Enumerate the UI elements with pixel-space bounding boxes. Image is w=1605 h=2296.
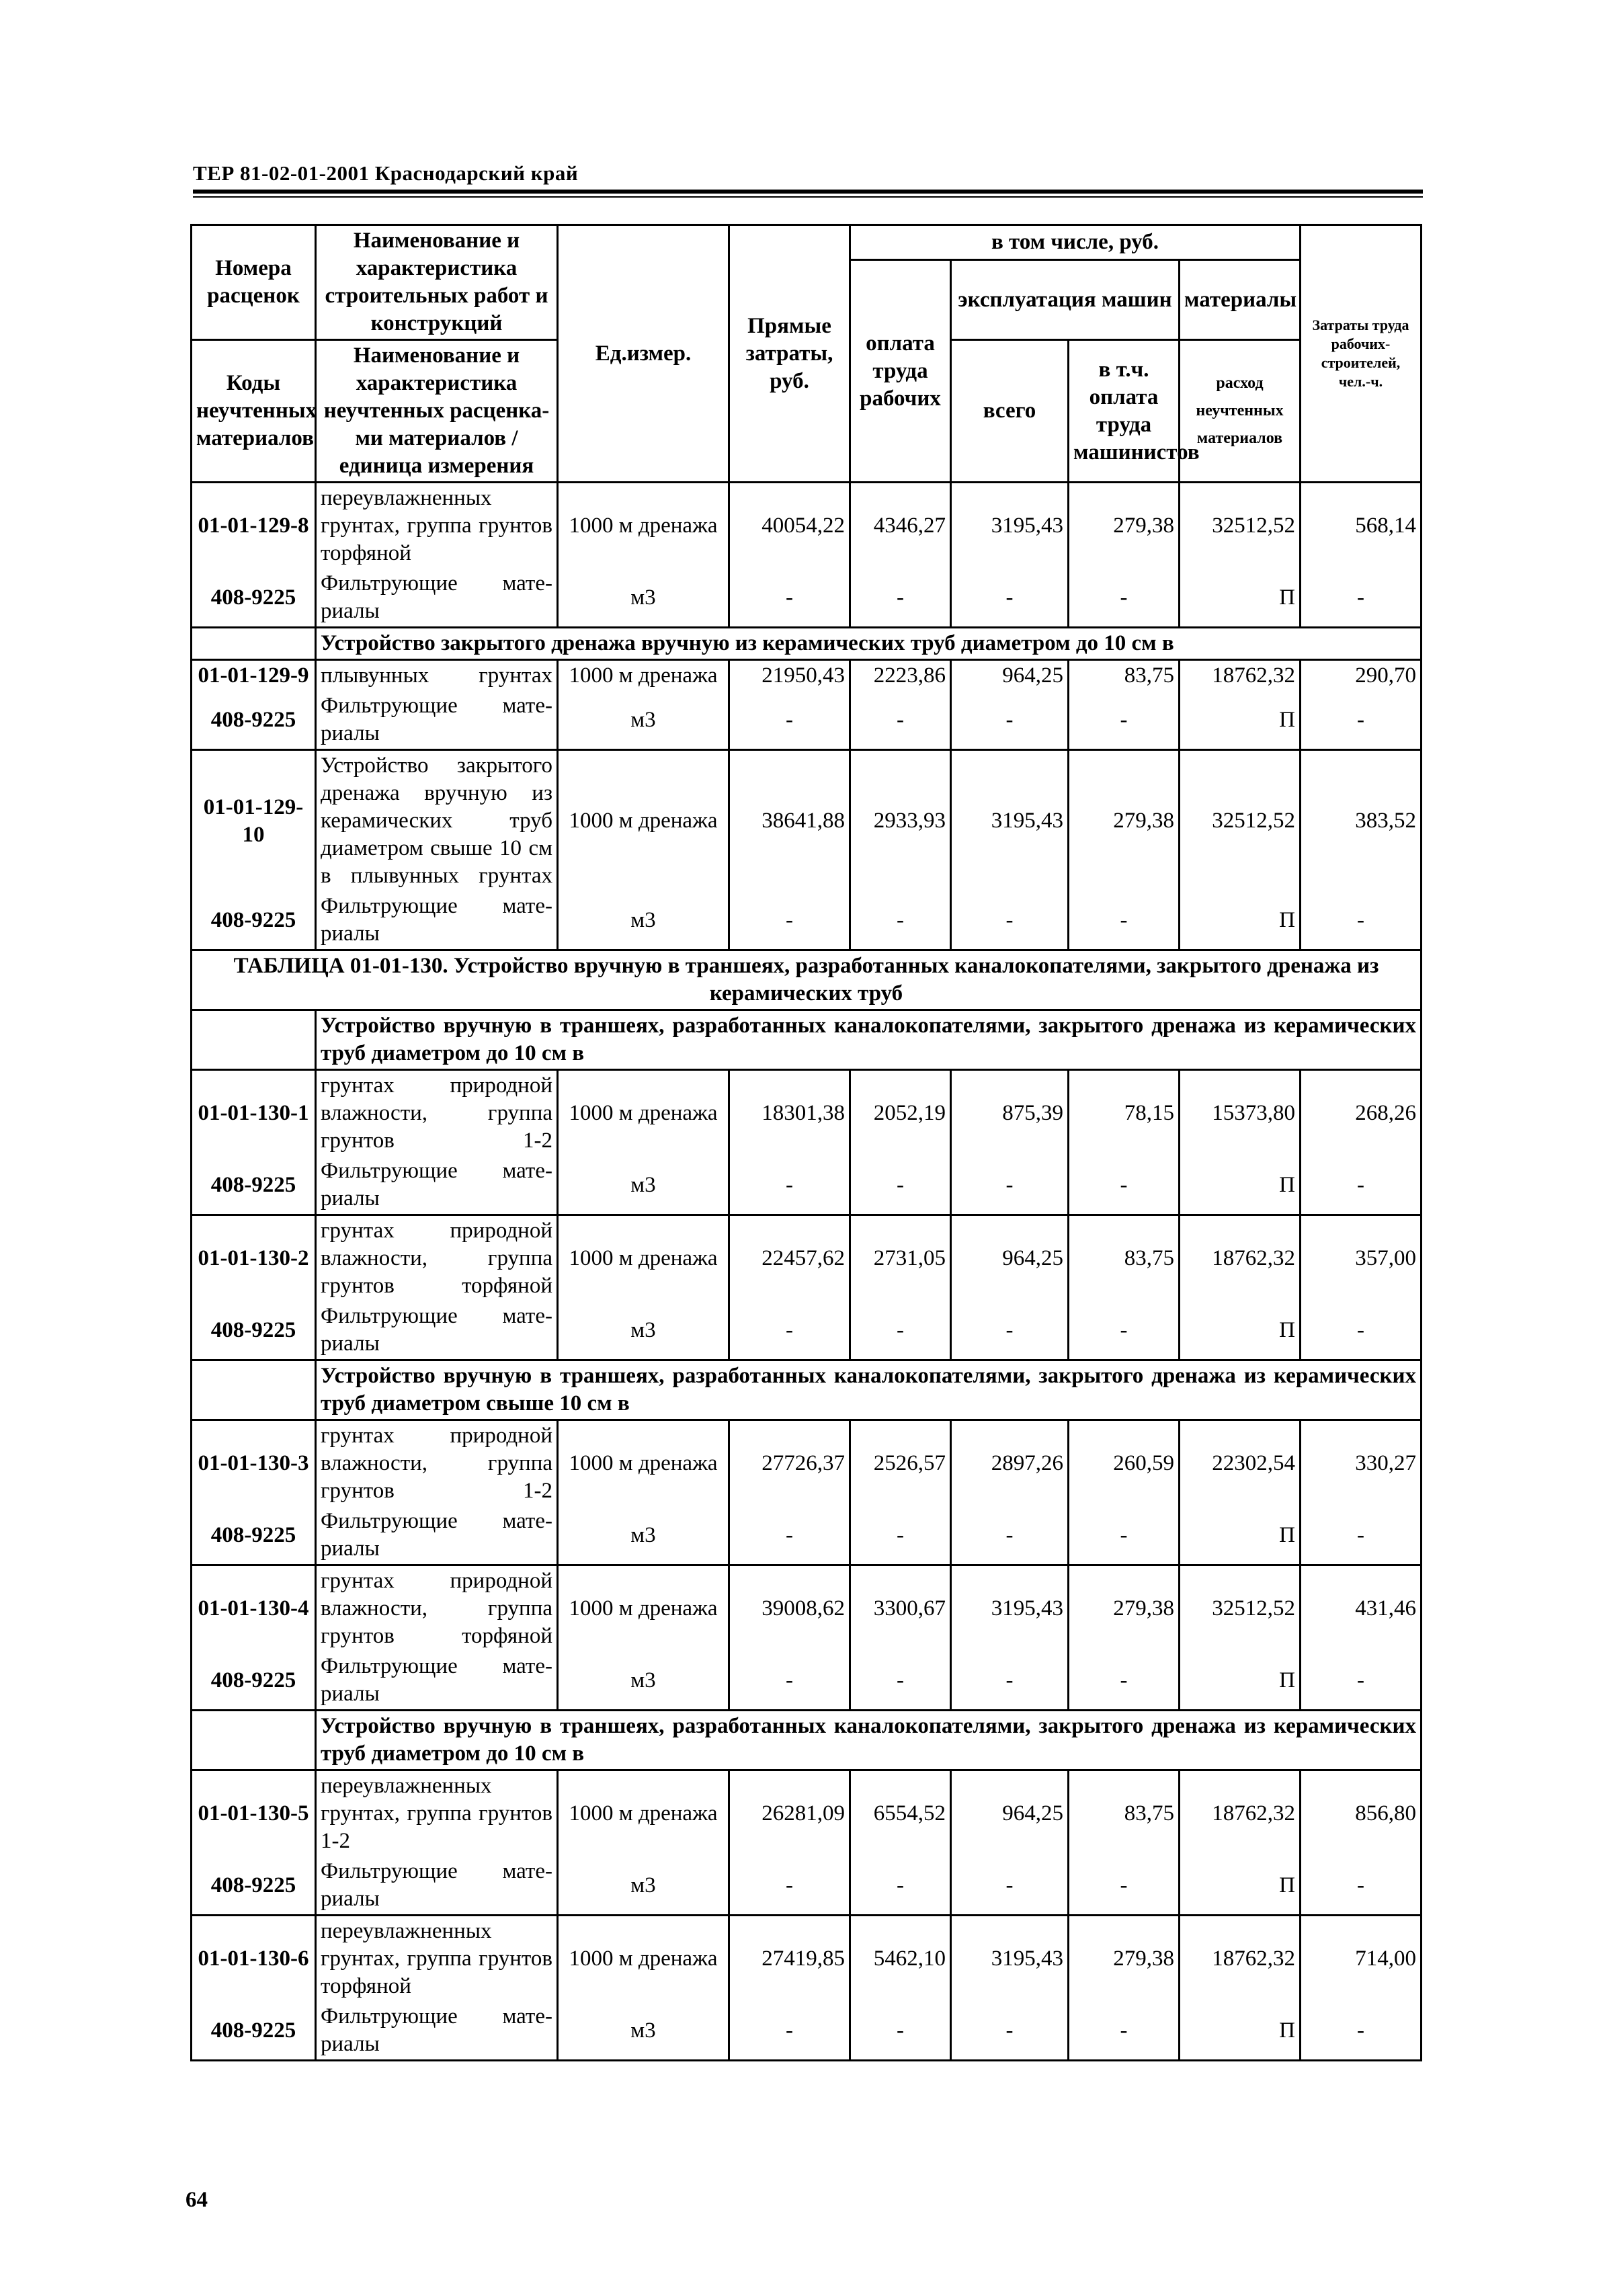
col-unit-header: Ед.измер.	[558, 225, 729, 483]
section-code-cell	[192, 1711, 316, 1770]
page-number: 64	[186, 2188, 208, 2212]
unit: 1000 м дренажа	[558, 1420, 729, 1507]
section-row	[192, 1360, 1422, 1420]
material-code: 408-9225	[192, 1651, 316, 1711]
wages: -	[850, 891, 951, 950]
unit: 1000 м дренажа	[558, 1565, 729, 1652]
machines-total: -	[951, 1156, 1069, 1215]
rate-code: 01-01-130-1	[192, 1070, 316, 1157]
labor-cost: -	[1301, 691, 1422, 750]
section-title: Устройство вручную в траншеях, разработанных каналокопателями, закрытого дренажа из керамических труб диаметром свыше 10 см в	[316, 1360, 1422, 1420]
rate-code: 01-01-130-3	[192, 1420, 316, 1507]
section-row	[192, 1711, 1422, 1770]
machines-total: 964,25	[951, 1215, 1069, 1302]
work-name: переувлажненных грунтах, группа грунтов торфяной	[316, 1916, 558, 2002]
col-materials-sub-header: расход неучтенных материалов	[1180, 340, 1301, 483]
machines-wages: -	[1069, 1856, 1180, 1916]
direct-cost: -	[729, 691, 850, 750]
wages: -	[850, 691, 951, 750]
work-name: плывунных грунтах	[316, 660, 558, 692]
direct-cost: -	[729, 1506, 850, 1565]
unit: м3	[558, 1856, 729, 1916]
rates-table	[190, 224, 1422, 2061]
col-wages-header: оплата труда рабочих	[850, 260, 951, 483]
machines-wages: -	[1069, 691, 1180, 750]
wages: 2731,05	[850, 1215, 951, 1302]
material-row	[192, 691, 1422, 750]
material-code: 408-9225	[192, 1506, 316, 1565]
machines-wages: -	[1069, 891, 1180, 950]
unit: 1000 м дренажа	[558, 1916, 729, 2002]
work-name: Фильтрующие мате-риалы	[316, 1301, 558, 1360]
wages: 3300,67	[850, 1565, 951, 1652]
work-name: Фильтрующие мате-риалы	[316, 1156, 558, 1215]
material-code: 408-9225	[192, 891, 316, 950]
materials: 15373,80	[1180, 1070, 1301, 1157]
material-row	[192, 891, 1422, 950]
machines-wages: -	[1069, 1506, 1180, 1565]
work-name: грунтах природной влажности, группа грунтов торфяной	[316, 1565, 558, 1652]
machines-wages: 83,75	[1069, 1770, 1180, 1857]
rate-code: 01-01-129-8	[192, 483, 316, 569]
labor-cost: -	[1301, 1651, 1422, 1711]
machines-wages: -	[1069, 1156, 1180, 1215]
materials: П	[1180, 1856, 1301, 1916]
document-header: ТЕР 81-02-01-2001 Краснодарский край	[193, 161, 579, 185]
work-name: Фильтрующие мате-риалы	[316, 891, 558, 950]
table-title: ТАБЛИЦА 01-01-130. Устройство вручную в траншеях, разработанных каналокопателями, закрытого дренажа из керамических труб	[192, 950, 1422, 1010]
rate-row	[192, 1070, 1422, 1157]
materials: П	[1180, 1301, 1301, 1360]
materials: 18762,32	[1180, 1916, 1301, 2002]
rate-row	[192, 660, 1422, 692]
unit: м3	[558, 1651, 729, 1711]
materials: 22302,54	[1180, 1420, 1301, 1507]
col-direct-header: Прямые затраты, руб.	[729, 225, 850, 483]
direct-cost: -	[729, 891, 850, 950]
work-name: Устройство закрытого дренажа вручную из керамических труб диаметром свыше 10 см в плывунных грунтах	[316, 750, 558, 892]
section-title: Устройство вручную в траншеях, разработанных каналокопателями, закрытого дренажа из керамических труб диаметром до 10 см в	[316, 1711, 1422, 1770]
materials: П	[1180, 1156, 1301, 1215]
labor-cost: 268,26	[1301, 1070, 1422, 1157]
material-row	[192, 1651, 1422, 1711]
machines-total: -	[951, 2002, 1069, 2061]
direct-cost: -	[729, 1301, 850, 1360]
rate-row	[192, 750, 1422, 892]
unit: 1000 м дренажа	[558, 660, 729, 692]
material-row	[192, 569, 1422, 628]
labor-cost: -	[1301, 1856, 1422, 1916]
machines-wages: 83,75	[1069, 1215, 1180, 1302]
direct-cost: 18301,38	[729, 1070, 850, 1157]
col-machines-wages-header: в т.ч. оплата труда машинистов	[1069, 340, 1180, 483]
wages: 2933,93	[850, 750, 951, 892]
work-name: Фильтрующие мате-риалы	[316, 1651, 558, 1711]
labor-cost: -	[1301, 1506, 1422, 1565]
materials: 32512,52	[1180, 750, 1301, 892]
wages: 6554,52	[850, 1770, 951, 1857]
machines-total: -	[951, 691, 1069, 750]
work-name: Фильтрующие мате-риалы	[316, 691, 558, 750]
wages: 4346,27	[850, 483, 951, 569]
labor-cost: 330,27	[1301, 1420, 1422, 1507]
col-labor-header: Затраты труда рабочих-строителей, чел.-ч.	[1301, 225, 1422, 483]
machines-total: 875,39	[951, 1070, 1069, 1157]
material-row	[192, 1301, 1422, 1360]
machines-wages: 279,38	[1069, 1565, 1180, 1652]
wages: -	[850, 2002, 951, 2061]
materials: П	[1180, 1651, 1301, 1711]
wages: 5462,10	[850, 1916, 951, 2002]
direct-cost: 39008,62	[729, 1565, 850, 1652]
rate-code: 01-01-130-2	[192, 1215, 316, 1302]
rate-row	[192, 1420, 1422, 1507]
col-number-header: Номера расценок	[192, 225, 316, 340]
work-name: Фильтрующие мате-риалы	[316, 1856, 558, 1916]
work-name: Фильтрующие мате-риалы	[316, 1506, 558, 1565]
rate-code: 01-01-130-6	[192, 1916, 316, 2002]
labor-cost: 714,00	[1301, 1916, 1422, 2002]
wages: 2052,19	[850, 1070, 951, 1157]
labor-cost: -	[1301, 891, 1422, 950]
labor-cost: 431,46	[1301, 1565, 1422, 1652]
materials: 18762,32	[1180, 660, 1301, 692]
rate-code: 01-01-130-5	[192, 1770, 316, 1857]
rate-row	[192, 1770, 1422, 1857]
material-row	[192, 1156, 1422, 1215]
wages: -	[850, 1651, 951, 1711]
labor-cost: -	[1301, 2002, 1422, 2061]
materials: 32512,52	[1180, 1565, 1301, 1652]
machines-total: -	[951, 1506, 1069, 1565]
wages: -	[850, 1301, 951, 1360]
machines-total: -	[951, 891, 1069, 950]
machines-wages: 78,15	[1069, 1070, 1180, 1157]
unit: м3	[558, 569, 729, 628]
table-title-row	[192, 950, 1422, 1010]
machines-wages: -	[1069, 2002, 1180, 2061]
unit: м3	[558, 1301, 729, 1360]
material-code: 408-9225	[192, 2002, 316, 2061]
material-code: 408-9225	[192, 691, 316, 750]
machines-wages: 279,38	[1069, 1916, 1180, 2002]
labor-cost: -	[1301, 569, 1422, 628]
work-name: Фильтрующие мате-риалы	[316, 569, 558, 628]
machines-total: -	[951, 1856, 1069, 1916]
work-name: переувлажненных грунтах, группа грунтов 1-2	[316, 1770, 558, 1857]
materials: 32512,52	[1180, 483, 1301, 569]
rate-row	[192, 1215, 1422, 1302]
direct-cost: 38641,88	[729, 750, 850, 892]
direct-cost: -	[729, 2002, 850, 2061]
labor-cost: 357,00	[1301, 1215, 1422, 1302]
machines-wages: -	[1069, 569, 1180, 628]
labor-cost: -	[1301, 1301, 1422, 1360]
direct-cost: -	[729, 1856, 850, 1916]
direct-cost: 22457,62	[729, 1215, 850, 1302]
machines-wages: -	[1069, 1651, 1180, 1711]
material-code: 408-9225	[192, 1301, 316, 1360]
machines-total: 964,25	[951, 660, 1069, 692]
header-rule	[193, 190, 1423, 194]
unit: 1000 м дренажа	[558, 1070, 729, 1157]
machines-total: 3195,43	[951, 1916, 1069, 2002]
section-row	[192, 628, 1422, 660]
unit: м3	[558, 1506, 729, 1565]
machines-total: -	[951, 1651, 1069, 1711]
wages: 2526,57	[850, 1420, 951, 1507]
col-codes-header: Коды неучтенных материалов	[192, 340, 316, 483]
machines-total: -	[951, 1301, 1069, 1360]
material-code: 408-9225	[192, 1856, 316, 1916]
rate-row	[192, 1565, 1422, 1652]
direct-cost: 27726,37	[729, 1420, 850, 1507]
material-code: 408-9225	[192, 569, 316, 628]
rate-code: 01-01-129-9	[192, 660, 316, 692]
section-title: Устройство закрытого дренажа вручную из керамических труб диаметром до 10 см в	[316, 628, 1422, 660]
machines-wages: 260,59	[1069, 1420, 1180, 1507]
materials: П	[1180, 569, 1301, 628]
machines-wages: 279,38	[1069, 750, 1180, 892]
work-name: грунтах природной влажности, группа грунтов торфяной	[316, 1215, 558, 1302]
direct-cost: 27419,85	[729, 1916, 850, 2002]
machines-total: 3195,43	[951, 483, 1069, 569]
section-code-cell	[192, 1360, 316, 1420]
materials: П	[1180, 2002, 1301, 2061]
wages: -	[850, 1506, 951, 1565]
direct-cost: -	[729, 1156, 850, 1215]
unit: м3	[558, 891, 729, 950]
section-code-cell	[192, 1010, 316, 1070]
labor-cost: 383,52	[1301, 750, 1422, 892]
unit: м3	[558, 1156, 729, 1215]
section-row	[192, 1010, 1422, 1070]
machines-total: 3195,43	[951, 750, 1069, 892]
unit: 1000 м дренажа	[558, 750, 729, 892]
col-machines-total-header: всего	[951, 340, 1069, 483]
machines-total: 2897,26	[951, 1420, 1069, 1507]
table-header-row	[192, 225, 1422, 260]
unit: 1000 м дренажа	[558, 1770, 729, 1857]
col-name-header: Наименование и характеристика строительных работ и конструкций	[316, 225, 558, 340]
work-name: Фильтрующие мате-риалы	[316, 2002, 558, 2061]
materials: П	[1180, 691, 1301, 750]
materials: 18762,32	[1180, 1215, 1301, 1302]
work-name: грунтах природной влажности, группа грунтов 1-2	[316, 1070, 558, 1157]
material-row	[192, 1856, 1422, 1916]
wages: -	[850, 1156, 951, 1215]
labor-cost: -	[1301, 1156, 1422, 1215]
rate-row	[192, 1916, 1422, 2002]
col-incl-header: в том числе, руб.	[850, 225, 1301, 260]
unit: 1000 м дренажа	[558, 1215, 729, 1302]
direct-cost: -	[729, 1651, 850, 1711]
labor-cost: 290,70	[1301, 660, 1422, 692]
machines-wages: 83,75	[1069, 660, 1180, 692]
section-title: Устройство вручную в траншеях, разработанных каналокопателями, закрытого дренажа из керамических труб диаметром до 10 см в	[316, 1010, 1422, 1070]
machines-total: 964,25	[951, 1770, 1069, 1857]
wages: -	[850, 569, 951, 628]
material-code: 408-9225	[192, 1156, 316, 1215]
rate-code: 01-01-129-10	[192, 750, 316, 892]
labor-cost: 568,14	[1301, 483, 1422, 569]
machines-wages: -	[1069, 1301, 1180, 1360]
col-name-sub-header: Наименование и характеристика неучтенных расценка-ми материалов / единица измерения	[316, 340, 558, 483]
direct-cost: 21950,43	[729, 660, 850, 692]
material-row	[192, 2002, 1422, 2061]
machines-wages: 279,38	[1069, 483, 1180, 569]
unit: 1000 м дренажа	[558, 483, 729, 569]
work-name: грунтах природной влажности, группа грунтов 1-2	[316, 1420, 558, 1507]
wages: -	[850, 1856, 951, 1916]
unit: м3	[558, 691, 729, 750]
rate-code: 01-01-130-4	[192, 1565, 316, 1652]
direct-cost: 40054,22	[729, 483, 850, 569]
machines-total: -	[951, 569, 1069, 628]
materials: П	[1180, 891, 1301, 950]
labor-cost: 856,80	[1301, 1770, 1422, 1857]
machines-total: 3195,43	[951, 1565, 1069, 1652]
rate-row	[192, 483, 1422, 569]
col-materials-header: материалы	[1180, 260, 1301, 340]
header-rule-thin	[193, 196, 1423, 198]
col-machines-header: эксплуатация машин	[951, 260, 1180, 340]
work-name: переувлажненных грунтах, группа грунтов торфяной	[316, 483, 558, 569]
section-code-cell	[192, 628, 316, 660]
direct-cost: 26281,09	[729, 1770, 850, 1857]
material-row	[192, 1506, 1422, 1565]
direct-cost: -	[729, 569, 850, 628]
materials: 18762,32	[1180, 1770, 1301, 1857]
unit: м3	[558, 2002, 729, 2061]
wages: 2223,86	[850, 660, 951, 692]
materials: П	[1180, 1506, 1301, 1565]
